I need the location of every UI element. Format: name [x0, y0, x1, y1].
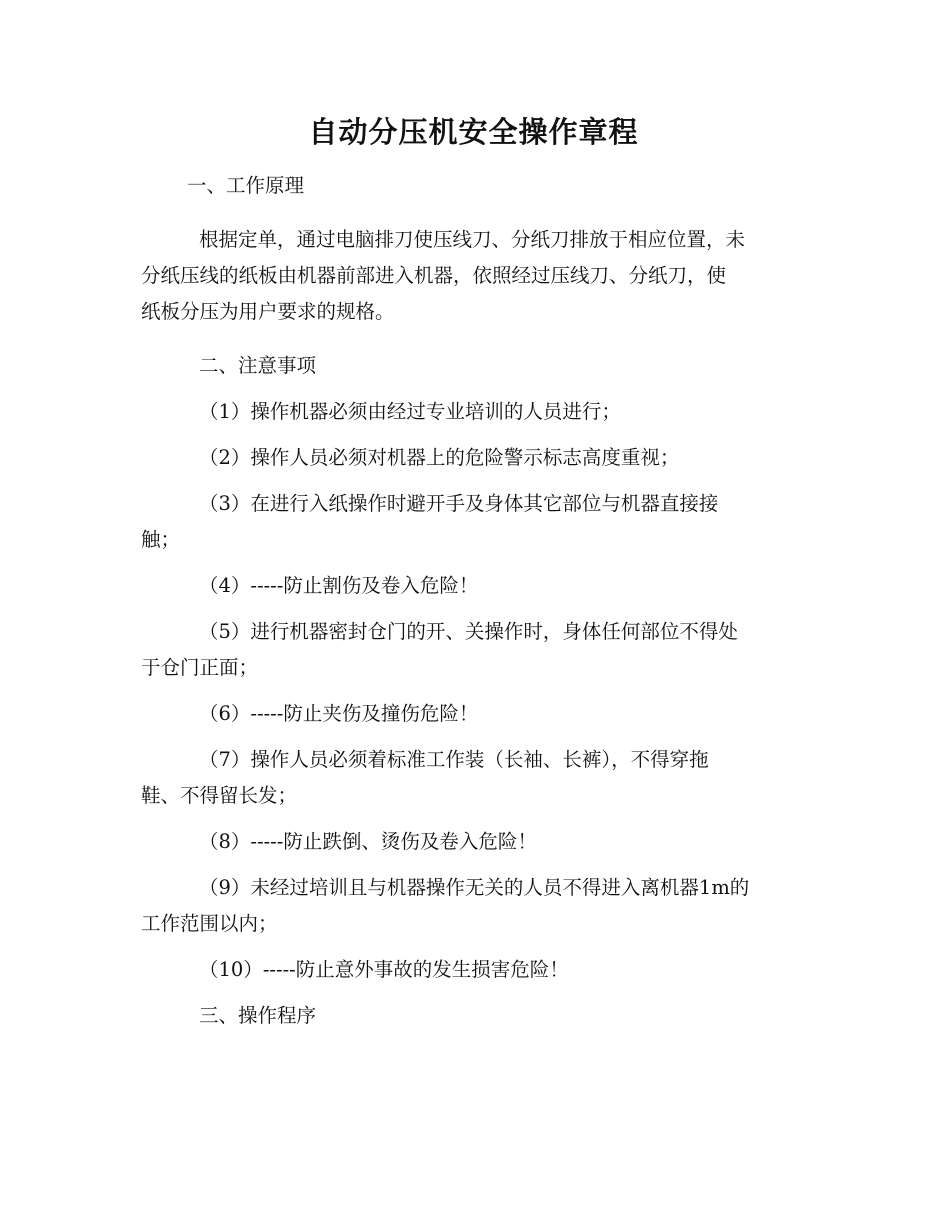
list-item-line: （10）-----防止意外事故的发生损害危险！: [199, 958, 569, 981]
document-title: 自动分压机安全操作章程: [308, 115, 639, 149]
list-item-line: （8）-----防止跌倒、烫伤及卷入危险！: [199, 830, 537, 853]
list-item-line: 鞋、不得留长发；: [141, 784, 298, 807]
list-item: [141, 870, 806, 942]
list-item-line: 工作范围以内；: [141, 912, 278, 935]
list-item-line: （3）在进行入纸操作时避开手及身体其它部位与机器直接接: [199, 492, 719, 515]
list-item-line: （2）操作人员必须对机器上的危险警示标志高度重视；: [199, 446, 680, 469]
list-item-line: 触；: [141, 528, 181, 551]
list-item-line: （7）操作人员必须着标准工作装（长袖、长裤），不得穿拖: [199, 748, 709, 771]
list-item: [141, 394, 806, 430]
list-item-line: （5）进行机器密封仓门的开、关操作时，身体任何部位不得处: [199, 620, 738, 643]
list-item: [141, 824, 806, 860]
list-item-line: （6）-----防止夹伤及撞伤危险！: [199, 702, 479, 725]
list-item: [141, 952, 806, 988]
paragraph-line: 纸板分压为用户要求的规格。: [141, 300, 395, 323]
paragraph-line: 根据定单，通过电脑排刀使压线刀、分纸刀排放于相应位置，未: [199, 228, 746, 251]
section-1-paragraph: [141, 222, 806, 330]
section-heading-3: 三、操作程序: [199, 1004, 317, 1027]
list-item: [141, 696, 806, 732]
list-item: [141, 742, 806, 814]
list-item-line: （4）-----防止割伤及卷入危险！: [199, 574, 479, 597]
section-heading-2: 二、注意事项: [199, 354, 317, 377]
document-body: [141, 110, 806, 1034]
paragraph-line: 分纸压线的纸板由机器前部进入机器，依照经过压线刀、分纸刀，使: [141, 264, 727, 287]
list-item: [141, 486, 806, 558]
list-item: [141, 568, 806, 604]
list-item-line: 于仓门正面；: [141, 656, 259, 679]
list-item-line: （9）未经过培训且与机器操作无关的人员不得进入离机器1m的: [199, 876, 750, 899]
section-heading-1: 一、工作原理: [187, 174, 305, 197]
list-item: [141, 440, 806, 476]
list-item: [141, 614, 806, 686]
list-item-line: （1）操作机器必须由经过专业培训的人员进行；: [199, 400, 621, 423]
